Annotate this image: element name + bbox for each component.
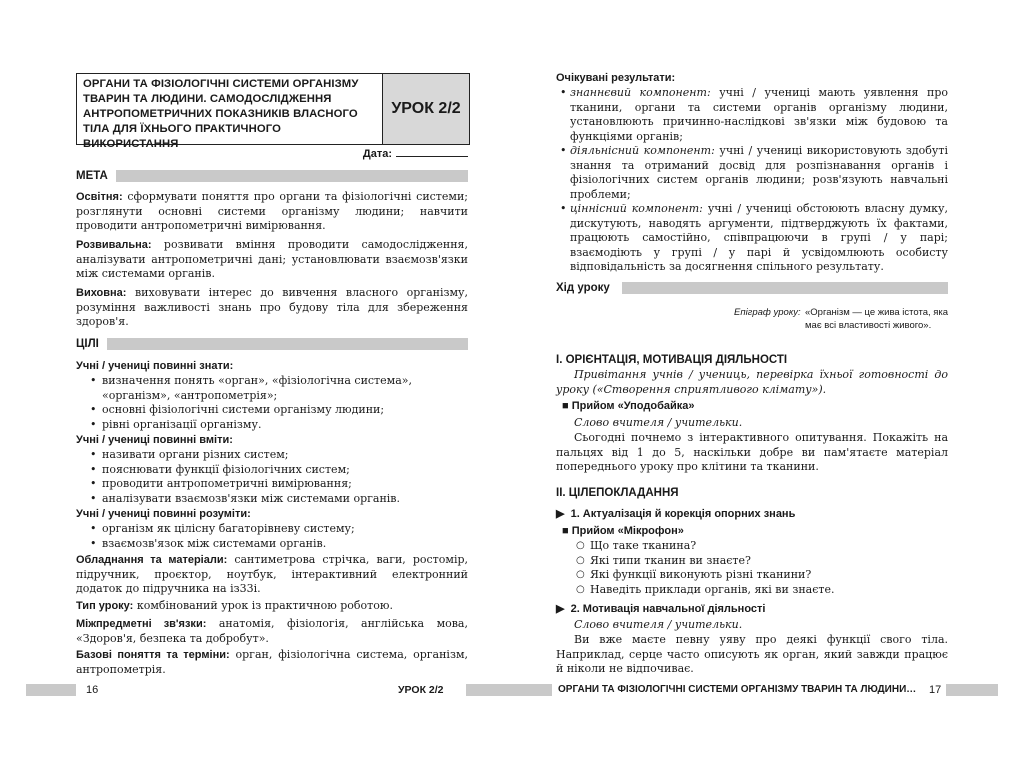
interdisciplinary-text: анатомія, фізіологія, англійська мова, «Здоров'я, безпека та добробут». [76, 617, 468, 645]
result-label: діяльнісний компонент: [570, 144, 715, 157]
section-bar [107, 338, 468, 350]
goal-educational-text: сформувати поняття про органи та фізіологічні системи; розглянути основні системи організму людини; навчити проводити антропометричні вимірювання. [76, 190, 468, 232]
basic-terms-label: Базові поняття та терміни: [76, 649, 230, 661]
list-item: • визначення понять «орган», «фізіологічна система», «організм», «антропометрія»; [76, 374, 468, 403]
result-text: учні / учениці обстоюють власну думку, дискутують, наводять аргументи, підтверджують їх фактами, працюють самостійно, співпрацюючи в групі / у парі; взаємодіють у групі / у парі й усвідомлюють особисту відповідальність за досягнення спільного результату. [570, 202, 948, 273]
basic-terms [76, 648, 468, 677]
footer-bar [466, 684, 512, 696]
basic-terms-text: орган, фізіологічна система, організм, антропометрія. [76, 648, 468, 676]
epigraph-label-text: Епіграф уроку: [734, 307, 801, 318]
know-list [76, 374, 468, 432]
right-page [512, 0, 1024, 768]
footer-bar [946, 684, 998, 696]
date-row [300, 146, 468, 160]
result-label: знаннєвий компонент: [570, 86, 711, 99]
footer-bar [26, 684, 76, 696]
list-item: • рівні організації організму. [76, 418, 468, 433]
subsection-1: ▶ 1. Актуалізація й корекція опорних знань [556, 508, 796, 520]
section-2-title: II. ЦІЛЕПОКЛАДАННЯ [556, 487, 679, 499]
goal-developmental-text: розвивати вміння проводити самодослідження, аналізувати антропометричні дані; установлювати взаємозв'язки між системами органів. [76, 238, 468, 280]
list-item: • взаємозв'язок між системами органів. [76, 537, 468, 552]
know-heading: Учні / учениці повинні знати: [76, 360, 234, 372]
subsection-2: ▶ 2. Мотивація навчальної діяльності [556, 603, 766, 615]
understand-heading: Учні / учениці повинні розуміти: [76, 508, 251, 520]
footer-lesson-label: УРОК 2/2 [398, 684, 444, 696]
list-item: • пояснювати функції фізіологічних систем; [76, 463, 468, 478]
list-item: • аналізувати взаємозв'язки між системами органів. [76, 492, 468, 507]
goal-upbringing-text: виховувати інтерес до вивчення власного організму, розуміння важливості знань про будову тіла для збереження здоров'я. [76, 286, 468, 328]
list-item [556, 86, 948, 144]
expected-results-heading: Очікувані результати: [556, 72, 676, 84]
list-item: • організм як цілісну багаторівневу систему; [76, 522, 468, 537]
result-label: ціннісний компонент: [570, 202, 703, 215]
equipment-label: Обладнання та матеріали: [76, 554, 228, 566]
list-item: • основні фізіологічні системи організму людини; [76, 403, 468, 418]
section-bar [116, 170, 468, 182]
technique-1-label: Прийом «Уподобайка» [571, 400, 695, 412]
date-blank-line [396, 146, 468, 157]
teacher-word-2: Слово вчителя / учительки. [574, 618, 743, 631]
list-item: ○ Які типи тканин ви знаєте? [576, 554, 946, 569]
technique-2: ■ Прийом «Мікрофон» [562, 525, 684, 537]
section-meta-header [76, 170, 468, 182]
section-1-body: Сьогодні почнемо з інтерактивного опитування. Покажіть на пальцях від 1 до 5, наскільки добре ви пам'ятаєте матеріал попереднього уроку про клітини та тканини. [556, 431, 948, 473]
list-item: • проводити антропометричні вимірювання; [76, 477, 468, 492]
footer-bar [512, 684, 552, 696]
section-2-body: Ви вже маєте певну уяву про деякі функції свого тіла. Наприклад, серце часто описують як орган, який завжди працює й ніколи не відпочиває. [556, 633, 948, 675]
epigraph-label [734, 306, 801, 319]
list-item: ○ Наведіть приклади органів, які ви знаєте. [576, 583, 946, 598]
lesson-tag: УРОК 2/2 [382, 74, 469, 144]
interdisciplinary [76, 617, 468, 646]
lesson-title: ОРГАНИ ТА ФІЗІОЛОГІЧНІ СИСТЕМИ ОРГАНІЗМУ ТВАРИН ТА ЛЮДИНИ. САМОДОСЛІДЖЕННЯ АНТРОПОМЕТРИЧНИХ ПОКАЗНИКІВ ВЛАСНОГО ТІЛА ДЛЯ ЇХНЬОГО ПРАКТИЧНОГО ВИКОРИСТАННЯ [83, 78, 359, 150]
list-item: ○ Які функції виконують різні тканини? [576, 568, 946, 583]
teacher-word-1: Слово вчителя / учительки. [574, 416, 743, 429]
result-text: учні / учениці мають уявлення про тканини, органи та системи органів організму людини, установлюють причинно-наслідкові зв'язки між будовою та функціями органів; [570, 86, 948, 143]
list-item: • називати органи різних систем; [76, 448, 468, 463]
equipment-text: сантиметрова стрічка, ваги, ростомір, підручник, проєктор, ноутбук, інтерактивний електронний додаток до підручника на із33і. [76, 553, 468, 595]
footer-title: ОРГАНИ ТА ФІЗІОЛОГІЧНІ СИСТЕМИ ОРГАНІЗМУ ТВАРИН ТА ЛЮДИНИ… [558, 684, 917, 695]
section-1-intro: Привітання учнів / учениць, перевірка їхньої готовності до уроку («Створення сприятливого клімату»). [556, 368, 948, 396]
goal-developmental [76, 238, 468, 282]
can-heading: Учні / учениці повинні вміти: [76, 434, 233, 446]
technique-1: ■ Прийом «Уподобайка» [562, 400, 695, 412]
goal-upbringing [76, 286, 468, 330]
section-bar [622, 282, 948, 294]
result-text: учні / учениці використовують здобуті знання та отриманий досвід для розпізнавання органів і фізіологічних систем органів людини; розв'язують навчальні проблеми; [570, 144, 949, 201]
list-item [556, 202, 948, 275]
goal-upbringing-label: Виховна: [76, 287, 127, 299]
lesson-title-box [76, 73, 470, 150]
equipment [76, 553, 468, 597]
lesson-type-label: Тип уроку: [76, 600, 134, 612]
section-course-header [556, 282, 948, 294]
meta-heading: МЕТА [76, 170, 108, 182]
questions-list [576, 539, 946, 597]
lesson-type-text: комбінований урок із практичною роботою. [136, 599, 393, 612]
page-number: 16 [86, 684, 99, 696]
understand-list [76, 522, 468, 551]
page-number: 17 [929, 684, 942, 696]
goal-educational-label: Освітня: [76, 191, 123, 203]
can-list [76, 448, 468, 506]
subsection-1-label: 1. Актуалізація й корекція опорних знань [570, 508, 796, 520]
epigraph-quote: «Організм — це жива істота, яка має всі властивості живого». [805, 307, 949, 331]
date-label: Дата: [362, 148, 392, 160]
expected-results-list [556, 86, 948, 275]
technique-2-label: Прийом «Мікрофон» [571, 525, 684, 537]
section-goals-header [76, 338, 468, 350]
goals-heading: ЦІЛІ [76, 338, 99, 350]
interdisciplinary-label: Міжпредметні зв'язки: [76, 618, 207, 630]
goal-developmental-label: Розвивальна: [76, 239, 152, 251]
lesson-type [76, 599, 468, 614]
goal-educational [76, 190, 468, 234]
course-heading: Хід уроку [556, 282, 610, 294]
list-item [556, 144, 948, 202]
section-1-title: I. ОРІЄНТАЦІЯ, МОТИВАЦІЯ ДІЯЛЬНОСТІ [556, 354, 788, 366]
list-item: ○ Що таке тканина? [576, 539, 946, 554]
subsection-2-label: 2. Мотивація навчальної діяльності [570, 603, 766, 615]
